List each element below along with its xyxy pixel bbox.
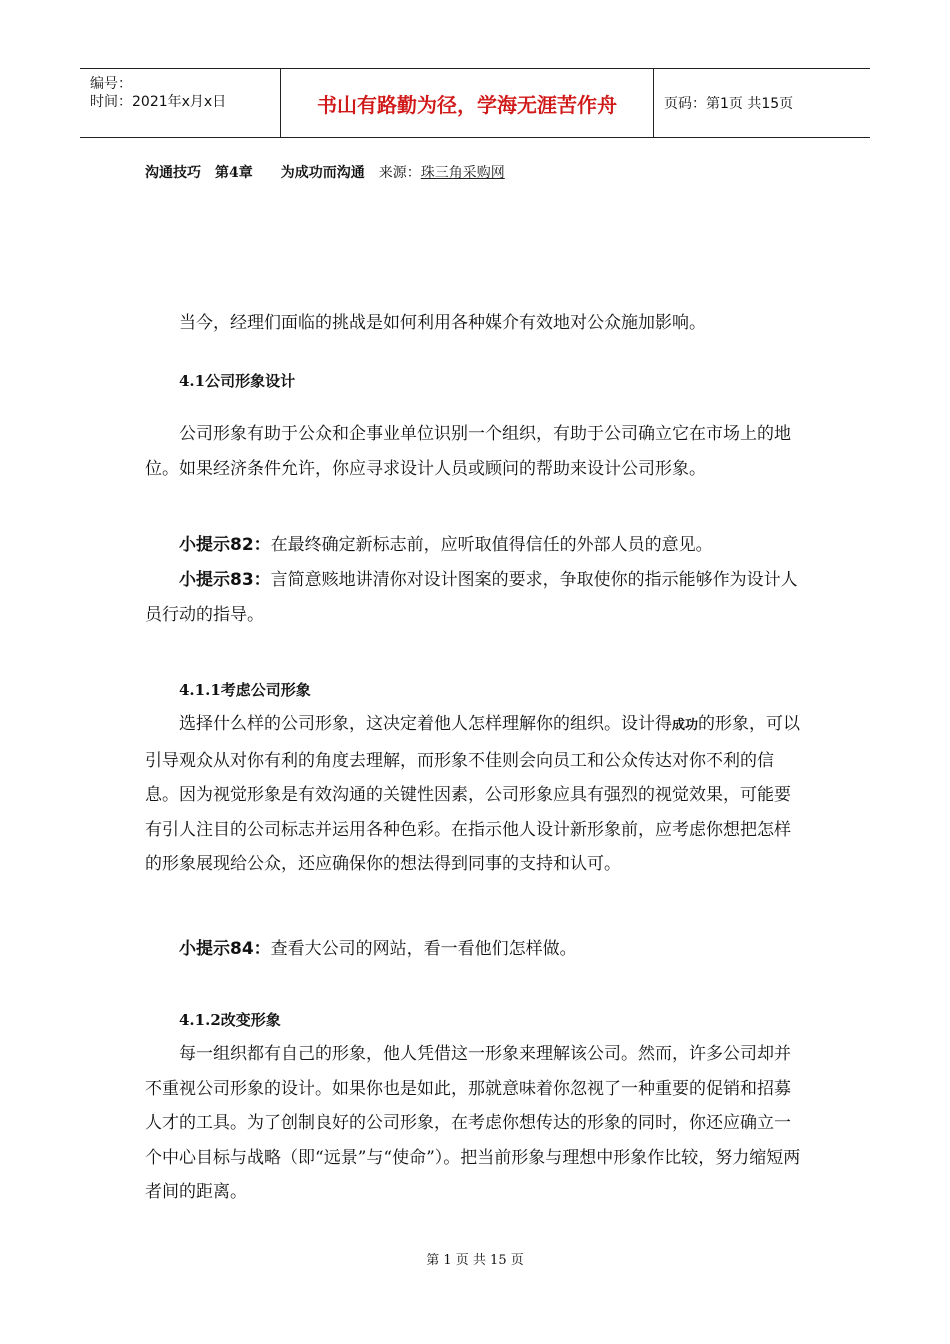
paragraph-4-1-1-part-b: 的形象，可以引导观众从对你有利的角度去理解，而形象不佳则会向员工和公众传达对你不利的信息。因为视觉形象是有效沟通的关键性因素，公司形象应具有强烈的视觉效果，可能要有引人注目的公司标志并运用各种色彩。在指示他人设计新形象前，应考虑你想把怎样的形象展现给公众，还应确保你的想法得到同事的支持和认可。 [145,714,801,874]
intro-paragraph: 当今，经理们面临的挑战是如何利用各种媒介有效地对公众施加影响。 [179,313,706,333]
tip-84-label: 小提示84： [179,939,271,959]
paragraph-4-1-2: 每一组织都有自己的形象，他人凭借这一形象来理解该公司。然而，许多公司却并不重视公司形象的设计。如果你也是如此，那就意味着你忽视了一种重要的促销和招募人才的工具。为了创制良好的公司形象，在考虑你想传达的形象的同时，你还应确立一个中心目标与战略（即“远景”与“使命”）。把当前形象与理想中形象作比较，努力缩短两者间的距离。 [145,1044,801,1202]
header-table [80,68,870,138]
tip-82-label: 小提示82： [179,535,271,555]
chapter-line [145,162,505,182]
tip-84 [145,932,805,967]
number-label: 编号： [90,76,132,92]
section-heading-4-1-1: 4.1.1考虑公司形象 [179,681,311,699]
time-label: 时间：2021年x月x日 [90,94,227,110]
section-heading-4-1-2: 4.1.2改变形象 [179,1011,281,1029]
source-link[interactable]: 珠三角采购网 [420,165,505,181]
tip-82-text: 在最终确定新标志前，应听取值得信任的外部人员的意见。 [270,535,713,555]
chapter-title: 为成功而沟通 [280,165,365,181]
paragraph-4-1-1-part-a: 选择什么样的公司形象，这决定着他人怎样理解你的组织。设计得 [179,714,672,734]
tip-84-text: 查看大公司的网站，看一看他们怎样做。 [270,939,577,959]
tip-83 [145,563,805,632]
tip-83-label: 小提示83： [179,570,271,590]
paragraph-4-1-1-emphasis: 成功 [672,718,699,733]
chapter-number: 第4章 [215,165,253,181]
tip-83-text: 言简意赅地讲清你对设计图案的要求，争取使你的指示能够作为设计人员行动的指导。 [145,570,798,625]
header-left-cell [80,69,280,137]
tip-82 [145,528,805,563]
source-label: 来源： [378,165,421,181]
page-footer: 第 1 页 共 15 页 [426,1253,524,1268]
paragraph-4-1-1 [145,707,805,882]
motto: 书山有路勤为径，学海无涯苦作舟 [280,69,654,137]
course-name: 沟通技巧 [145,165,201,181]
page-code: 页码：第1页 共15页 [664,96,794,112]
paragraph-4-1: 公司形象有助于公众和企事业单位识别一个组织，有助于公司确立它在市场上的地位。如果经济条件允许，你应寻求设计人员或顾问的帮助来设计公司形象。 [145,424,791,479]
section-heading-4-1: 4.1公司形象设计 [179,372,296,390]
